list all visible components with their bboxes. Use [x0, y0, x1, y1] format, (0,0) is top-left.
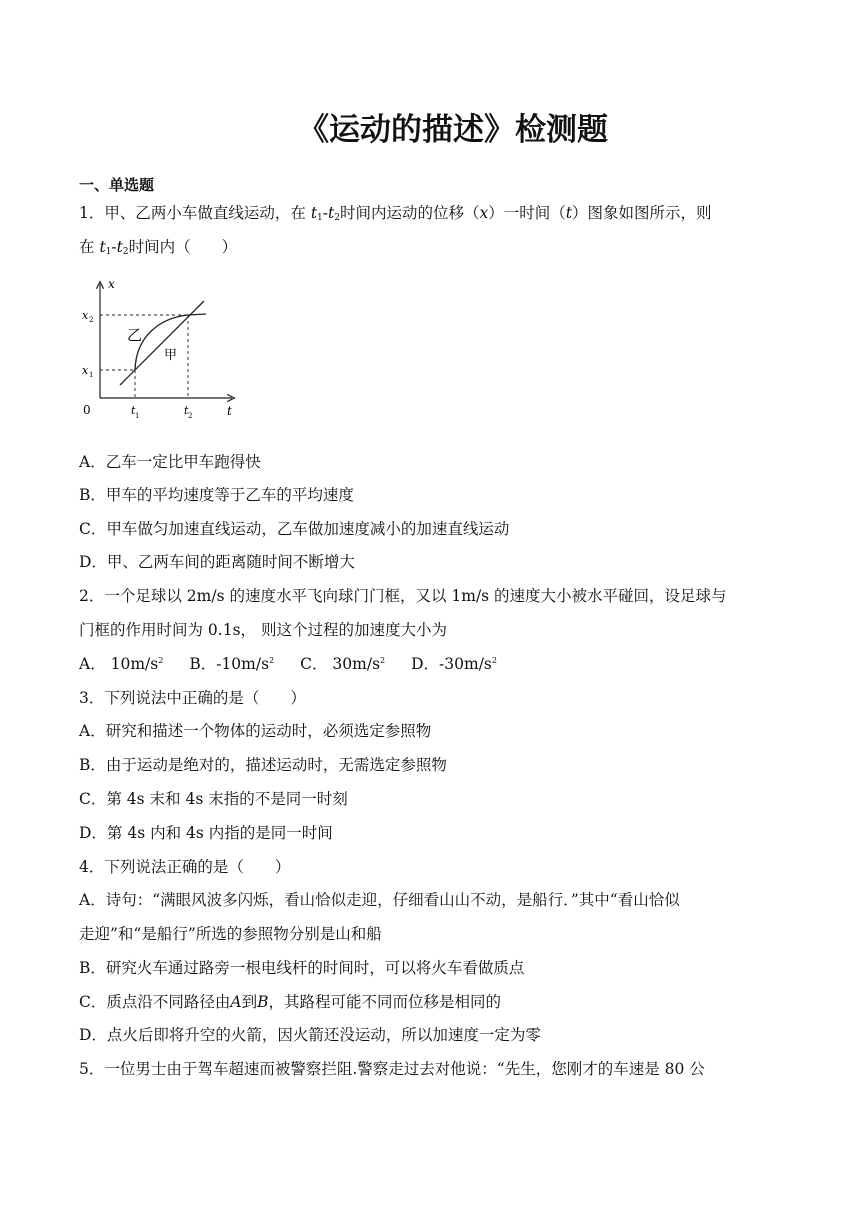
subscript: 2 — [334, 213, 340, 223]
t1-subscript: 1 — [135, 412, 140, 420]
question-5-line-1: 5．一位男士由于驾车超速而被警察拦阻.警察走过去对他说：“先生，您刚才的车速是 80 公 — [79, 1060, 705, 1078]
question-2-option-d: D．$-30m/s^2$ — [411, 655, 497, 673]
subscript: 1 — [105, 247, 112, 257]
question-1-option-b: B．甲车的平均速度等于乙车的平均速度 — [79, 486, 354, 504]
variable-t: t — [116, 238, 123, 256]
variable-t: t — [565, 204, 573, 222]
question-text: ）图象如图所示，则 — [572, 204, 712, 222]
question-3-option-d: D．第 4s 内和 4s 内指的是同一时间 — [79, 824, 333, 842]
t2-label: t — [184, 404, 189, 417]
question-text: 时间内（ ） — [128, 238, 238, 256]
point-a: A — [230, 993, 242, 1011]
question-3-option-b: B．由于运动是绝对的，描述运动时，无需选定参照物 — [79, 756, 447, 774]
x2-label: x — [82, 309, 89, 322]
t1-label: t — [131, 404, 136, 417]
section-heading: 一、单选题 — [79, 176, 155, 194]
question-text: 1．甲、乙两小车做直线运动，在 — [79, 204, 306, 222]
question-1-line-1 — [79, 201, 712, 223]
x2-subscript: 2 — [89, 316, 94, 324]
page-title: 《运动的描述》检测题 — [298, 112, 608, 148]
question-2-option-b: B．$-10m/s^2$ — [189, 655, 275, 673]
question-4-option-c: C．质点沿不同路径由A到B，其路程可能不同而位移是相同的 — [79, 993, 501, 1011]
question-1-option-c: C．甲车做匀加速直线运动，乙车做加速度减小的加速直线运动 — [79, 520, 510, 538]
subscript: 1 — [317, 213, 323, 223]
x1-subscript: 1 — [89, 371, 94, 379]
question-2-option-c: C． $30m/s^2$ — [300, 655, 386, 673]
variable-t: t — [99, 238, 106, 256]
question-text: ）一时间（ — [488, 204, 566, 222]
question-2-options — [79, 652, 497, 674]
question-1-line-2 — [79, 235, 237, 257]
question-1-option-d: D．甲、乙两车间的距离随时间不断增大 — [79, 553, 355, 571]
question-2-option-a: A． $10m/s^2$ — [79, 655, 164, 673]
dash: - — [111, 238, 117, 256]
y-axis-label: x — [108, 278, 115, 291]
x1-label: x — [82, 364, 89, 377]
label-yi: 乙 — [127, 326, 143, 344]
x-t-graph — [74, 278, 244, 428]
subscript: 2 — [122, 247, 129, 257]
x-axis-label: t — [227, 404, 232, 418]
point-b: B — [257, 993, 269, 1011]
question-2-line-2: 门框的作用时间为 0.1s， 则这个过程的加速度大小为 — [79, 621, 447, 639]
question-4-option-a-line-2: 走迎”和“是船行”所选的参照物分别是山和船 — [79, 925, 382, 943]
variable-t: t — [328, 204, 335, 222]
question-4-option-b: B．研究火车通过路旁一根电线杆的时间时，可以将火车看做质点 — [79, 959, 525, 977]
question-text: 时间内运动的位移（ — [340, 204, 480, 222]
question-1-option-a: A．乙车一定比甲车跑得快 — [79, 453, 261, 471]
question-text: 在 — [79, 238, 95, 256]
question-4-option-d: D．点火后即将升空的火箭，因火箭还没运动，所以加速度一定为零 — [79, 1026, 541, 1044]
variable-t: t — [310, 204, 318, 222]
question-3-stem: 3．下列说法中正确的是（ ） — [79, 689, 306, 707]
question-3-option-c: C．第 4s 末和 4s 末指的不是同一时刻 — [79, 790, 348, 808]
variable-x: x — [479, 204, 489, 222]
question-3-option-a: A．研究和描述一个物体的运动时，必须选定参照物 — [79, 722, 432, 740]
origin-label: 0 — [83, 403, 91, 417]
question-4-option-a-line-1: A．诗句：“满眼风波多闪烁，看山恰似走迎，仔细看山山不动，是船行．”其中“看山恰似 — [79, 891, 680, 909]
label-jia: 甲 — [164, 348, 178, 363]
question-2-line-1: 2．一个足球以 2m/s 的速度水平飞向球门门框，又以 1m/s 的速度大小被水平碰回，设足球与 — [79, 587, 727, 605]
t2-subscript: 2 — [188, 412, 193, 420]
dash: - — [322, 204, 329, 222]
question-4-stem: 4．下列说法正确的是（ ） — [79, 858, 291, 876]
